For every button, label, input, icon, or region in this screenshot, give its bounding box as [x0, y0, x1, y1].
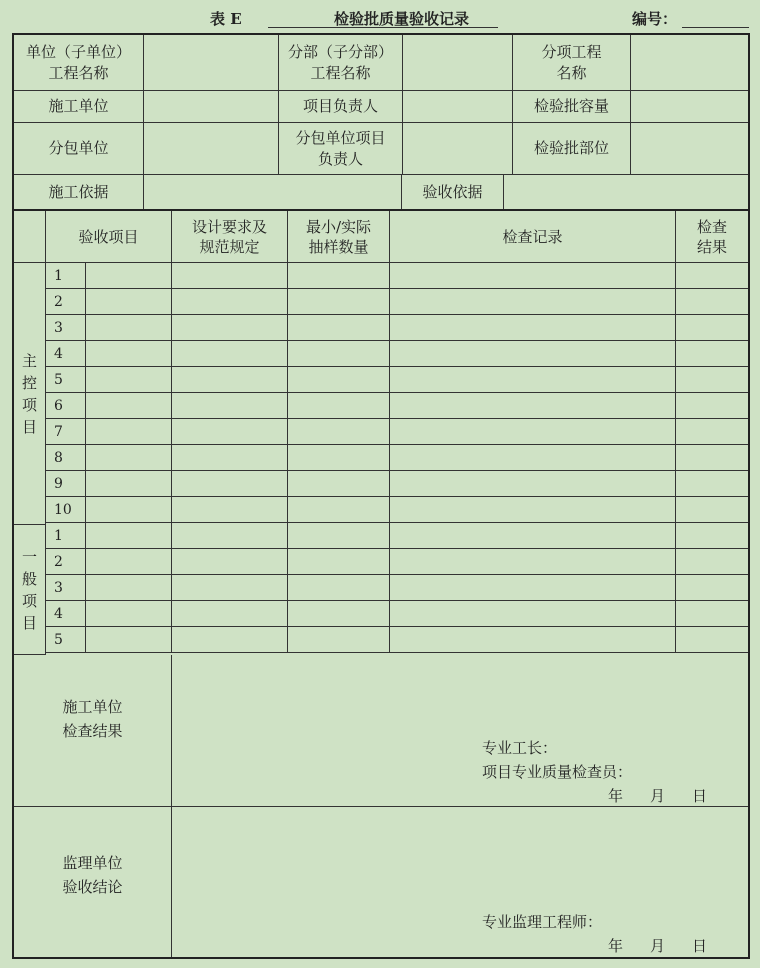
month-label: 月 — [650, 937, 666, 955]
main-number-cell: 1 — [46, 263, 86, 288]
info-row-1 — [14, 35, 748, 91]
batch-capacity-value[interactable] — [631, 91, 748, 122]
construction-unit-value[interactable] — [144, 91, 279, 122]
main-inspection-result-cell[interactable] — [676, 263, 748, 288]
inspection-form — [12, 33, 750, 959]
header-inspection-record: 检查记录 — [390, 211, 676, 262]
construction-basis-value[interactable] — [144, 175, 402, 209]
batch-capacity-label: 检验批容量 — [513, 91, 631, 122]
main-number-cell: 3 — [46, 315, 86, 340]
main-inspection-record-cell[interactable] — [390, 367, 676, 392]
general-design-requirement-cell[interactable] — [172, 601, 288, 626]
general-item-cell[interactable] — [86, 575, 172, 600]
main-row-5 — [46, 367, 748, 393]
main-number-cell: 7 — [46, 419, 86, 444]
subcontractor-manager-label: 分包单位项目 负责人 — [279, 123, 403, 174]
general-sample-quantity-cell[interactable] — [288, 549, 390, 574]
general-item-cell[interactable] — [86, 523, 172, 548]
main-inspection-record-cell[interactable] — [390, 471, 676, 496]
general-inspection-record-cell[interactable] — [390, 523, 676, 548]
form-header — [0, 0, 760, 32]
general-number-cell: 4 — [46, 601, 86, 626]
main-inspection-result-cell[interactable] — [676, 289, 748, 314]
main-sample-quantity-cell[interactable] — [288, 263, 390, 288]
construction-check-body[interactable] — [172, 655, 748, 806]
info-row-2 — [14, 91, 748, 123]
number-field[interactable] — [682, 27, 749, 28]
main-design-requirement-cell[interactable] — [172, 471, 288, 496]
main-row-9 — [46, 471, 748, 497]
main-sample-quantity-cell[interactable] — [288, 497, 390, 522]
main-inspection-record-cell[interactable] — [390, 341, 676, 366]
main-row-10 — [46, 497, 748, 523]
subitem-name-value[interactable] — [631, 35, 748, 90]
supervision-section — [14, 807, 748, 957]
main-inspection-record-cell[interactable] — [390, 315, 676, 340]
project-manager-label: 项目负责人 — [279, 91, 403, 122]
main-sample-quantity-cell[interactable] — [288, 315, 390, 340]
main-sample-quantity-cell[interactable] — [288, 393, 390, 418]
main-inspection-record-cell[interactable] — [390, 289, 676, 314]
form-title: 检验批质量验收记录 — [334, 10, 470, 28]
general-sample-quantity-cell[interactable] — [288, 523, 390, 548]
main-row-7 — [46, 419, 748, 445]
main-sample-quantity-cell[interactable] — [288, 367, 390, 392]
main-design-requirement-cell[interactable] — [172, 419, 288, 444]
day-label: 日 — [692, 787, 708, 805]
main-inspection-record-cell[interactable] — [390, 445, 676, 470]
general-inspection-result-cell[interactable] — [676, 575, 748, 600]
batch-location-label: 检验批部位 — [513, 123, 631, 174]
main-inspection-result-cell[interactable] — [676, 471, 748, 496]
general-inspection-result-cell[interactable] — [676, 627, 748, 652]
general-number-cell: 2 — [46, 549, 86, 574]
info-row-3 — [14, 123, 748, 175]
main-number-cell: 9 — [46, 471, 86, 496]
subcontractor-value[interactable] — [144, 123, 279, 174]
main-sample-quantity-cell[interactable] — [288, 419, 390, 444]
main-item-cell[interactable] — [86, 263, 172, 288]
construction-basis-label: 施工依据 — [14, 175, 144, 209]
main-inspection-result-cell[interactable] — [676, 393, 748, 418]
main-inspection-record-cell[interactable] — [390, 263, 676, 288]
main-inspection-result-cell[interactable] — [676, 445, 748, 470]
construction-check-section — [14, 655, 748, 807]
main-number-cell: 4 — [46, 341, 86, 366]
main-inspection-record-cell[interactable] — [390, 393, 676, 418]
main-inspection-result-cell[interactable] — [676, 419, 748, 444]
subcontractor-manager-value[interactable] — [403, 123, 513, 174]
main-design-requirement-cell[interactable] — [172, 497, 288, 522]
general-design-requirement-cell[interactable] — [172, 627, 288, 652]
header-inspection-result: 检查 结果 — [696, 217, 727, 256]
general-design-requirement-cell[interactable] — [172, 575, 288, 600]
general-row-3 — [46, 575, 748, 601]
general-items-label: 一 般 项 目 — [14, 525, 46, 655]
general-design-requirement-cell[interactable] — [172, 523, 288, 548]
main-sample-quantity-cell[interactable] — [288, 341, 390, 366]
grid-corner — [14, 211, 46, 263]
day-label: 日 — [692, 937, 708, 955]
general-row-2 — [46, 549, 748, 575]
general-row-5 — [46, 627, 748, 653]
construction-unit-label: 施工单位 — [14, 91, 144, 122]
general-row-4 — [46, 601, 748, 627]
header-design-requirement: 设计要求及 规范规定 — [172, 211, 288, 262]
main-item-cell[interactable] — [86, 367, 172, 392]
main-design-requirement-cell[interactable] — [172, 445, 288, 470]
general-sample-quantity-cell[interactable] — [288, 601, 390, 626]
table-label: 表 E — [210, 10, 242, 28]
batch-location-value[interactable] — [631, 123, 748, 174]
general-inspection-record-cell[interactable] — [390, 601, 676, 626]
main-item-cell[interactable] — [86, 445, 172, 470]
general-inspection-result-cell[interactable] — [676, 601, 748, 626]
quality-inspector-label: 项目专业质量检查员： — [482, 763, 633, 781]
main-design-requirement-cell[interactable] — [172, 341, 288, 366]
general-number-cell: 5 — [46, 627, 86, 652]
general-row-1 — [46, 523, 748, 549]
acceptance-basis-label: 验收依据 — [402, 175, 504, 209]
main-design-requirement-cell[interactable] — [172, 263, 288, 288]
main-sample-quantity-cell[interactable] — [288, 471, 390, 496]
supervision-body[interactable] — [172, 807, 748, 957]
general-item-cell[interactable] — [86, 601, 172, 626]
inspection-grid — [14, 211, 748, 655]
info-row-4 — [14, 175, 748, 211]
general-inspection-record-cell[interactable] — [390, 627, 676, 652]
main-inspection-record-cell[interactable] — [390, 497, 676, 522]
main-item-cell[interactable] — [86, 393, 172, 418]
main-number-cell: 8 — [46, 445, 86, 470]
main-number-cell: 6 — [46, 393, 86, 418]
header-acceptance-item: 验收项目 — [46, 211, 172, 262]
general-inspection-result-cell[interactable] — [676, 523, 748, 548]
main-control-items-label: 主 控 项 目 — [14, 263, 46, 525]
main-row-1 — [46, 263, 748, 289]
main-item-cell[interactable] — [86, 419, 172, 444]
subitem-name-label: 分项工程 名称 — [513, 35, 631, 90]
main-number-cell: 10 — [46, 497, 86, 522]
month-label: 月 — [650, 787, 666, 805]
general-design-requirement-cell[interactable] — [172, 549, 288, 574]
subcontractor-label: 分包单位 — [14, 123, 144, 174]
unit-project-name-value[interactable] — [144, 35, 279, 90]
general-sample-quantity-cell[interactable] — [288, 627, 390, 652]
general-number-cell: 1 — [46, 523, 86, 548]
main-design-requirement-cell[interactable] — [172, 289, 288, 314]
general-inspection-record-cell[interactable] — [390, 549, 676, 574]
main-number-cell: 5 — [46, 367, 86, 392]
main-row-4 — [46, 341, 748, 367]
main-number-cell: 2 — [46, 289, 86, 314]
general-inspection-result-cell[interactable] — [676, 549, 748, 574]
division-project-name-value[interactable] — [403, 35, 513, 90]
grid-header-row — [46, 211, 748, 263]
main-inspection-result-cell[interactable] — [676, 341, 748, 366]
construction-check-label: 施工单位 检查结果 — [14, 655, 172, 806]
main-inspection-record-cell[interactable] — [390, 419, 676, 444]
main-row-2 — [46, 289, 748, 315]
main-item-cell[interactable] — [86, 341, 172, 366]
supervision-label: 监理单位 验收结论 — [14, 807, 172, 957]
main-design-requirement-cell[interactable] — [172, 367, 288, 392]
general-inspection-record-cell[interactable] — [390, 575, 676, 600]
main-inspection-result-cell[interactable] — [676, 315, 748, 340]
main-item-cell[interactable] — [86, 497, 172, 522]
main-row-8 — [46, 445, 748, 471]
main-design-requirement-cell[interactable] — [172, 393, 288, 418]
general-sample-quantity-cell[interactable] — [288, 575, 390, 600]
main-design-requirement-cell[interactable] — [172, 315, 288, 340]
general-number-cell: 3 — [46, 575, 86, 600]
header-sample-quantity: 最小/实际 抽样数量 — [288, 211, 390, 262]
supervising-engineer-label: 专业监理工程师： — [482, 913, 603, 931]
main-sample-quantity-cell[interactable] — [288, 445, 390, 470]
main-item-cell[interactable] — [86, 471, 172, 496]
main-row-6 — [46, 393, 748, 419]
year-label: 年 — [608, 787, 624, 805]
main-inspection-result-cell[interactable] — [676, 367, 748, 392]
main-sample-quantity-cell[interactable] — [288, 289, 390, 314]
year-label: 年 — [608, 937, 624, 955]
main-inspection-result-cell[interactable] — [676, 497, 748, 522]
main-row-3 — [46, 315, 748, 341]
main-item-cell[interactable] — [86, 289, 172, 314]
project-manager-value[interactable] — [403, 91, 513, 122]
number-label: 编号： — [632, 10, 678, 28]
general-item-cell[interactable] — [86, 627, 172, 652]
unit-project-name-label: 单位（子单位） 工程名称 — [14, 35, 144, 90]
division-project-name-label: 分部（子分部） 工程名称 — [279, 35, 403, 90]
general-item-cell[interactable] — [86, 549, 172, 574]
acceptance-basis-value[interactable] — [504, 175, 748, 209]
main-item-cell[interactable] — [86, 315, 172, 340]
foreman-label: 专业工长： — [482, 739, 558, 757]
